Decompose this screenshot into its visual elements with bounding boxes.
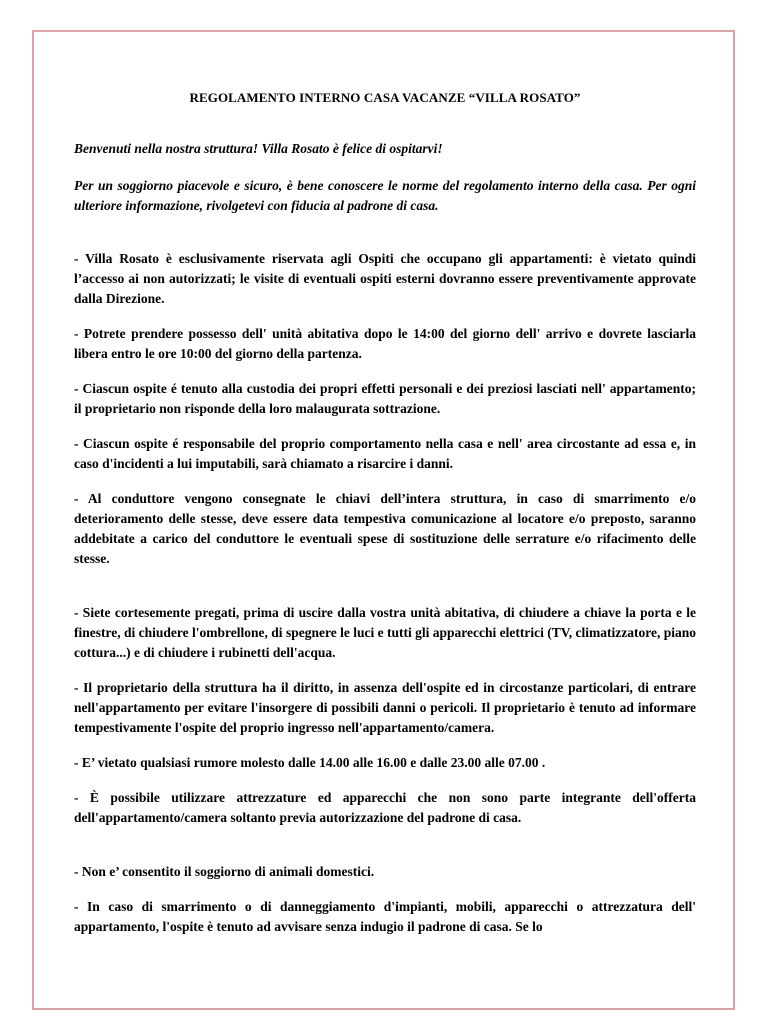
rule-access: - Villa Rosato è esclusivamente riservata agli Ospiti che occupano gli appartamenti: è vietato quindi l’accesso ai non autorizzati; le visite di eventuali ospiti esterni dovranno essere preventivamente approvate dalla Direzione.: [74, 251, 696, 306]
rule-personal-effects: - Ciascun ospite é tenuto alla custodia dei propri effetti personali e dei preziosi lasciati nell' appartamento; il proprietario non risponde della loro malaugurata sottrazione.: [74, 381, 696, 416]
rule-pets: - Non e’ consentito il soggiorno di animali domestici.: [74, 864, 375, 879]
intro-welcome: Benvenuti nella nostra struttura! Villa Rosato è felice di ospitarvi!: [74, 141, 443, 156]
rule-damage: - In caso di smarrimento o di danneggiamento d'impianti, mobili, apparecchi o attrezzatura dell' appartamento, l'ospite è tenuto ad avvisare senza indugio il padrone di casa. Se lo: [74, 899, 696, 934]
rule-equipment: - È possibile utilizzare attrezzature ed apparecchi che non sono parte integrante dell'offerta dell'appartamento/camera soltanto previa autorizzazione del padrone di casa.: [74, 790, 696, 825]
document-body: [74, 90, 696, 952]
document-title: REGOLAMENTO INTERNO CASA VACANZE “VILLA ROSATO”: [189, 90, 581, 105]
rule-leaving-unit: - Siete cortesemente pregati, prima di uscire dalla vostra unità abitativa, di chiudere a chiave la porta e le finestre, di chiudere l'ombrellone, di spegnere le luci e tutti gli apparecchi elettrici (TV, climatizzatore, piano cottura...) e di chiudere i rubinetti dell'acqua.: [74, 605, 696, 660]
rule-keys: - Al conduttore vengono consegnate le chiavi dell’intera struttura, in caso di smarrimento e/o deterioramento delle stesse, deve essere data tempestiva comunicazione al locatore e/o preposto, saranno addebitate a carico del conduttore le eventuali spese di sostituzione delle serrature e/o rifacimento delle stesse.: [74, 491, 696, 566]
rule-responsibility: - Ciascun ospite é responsabile del proprio comportamento nella casa e nell' area circostante ad essa e, in caso d'incidenti a lui imputabili, sarà chiamato a risarcire i danni.: [74, 436, 696, 471]
rule-check-in-out: - Potrete prendere possesso dell' unità abitativa dopo le 14:00 del giorno dell' arrivo e dovrete lasciarla libera entro le ore 10:00 del giorno della partenza.: [74, 326, 696, 361]
rule-quiet-hours: - E’ vietato qualsiasi rumore molesto dalle 14.00 alle 16.00 e dalle 23.00 alle 07.00 .: [74, 755, 546, 770]
rule-owner-access: - Il proprietario della struttura ha il diritto, in assenza dell'ospite ed in circostanze particolari, di entrare nell'appartamento per evitare l'insorgere di possibili danni o pericoli. Il proprietario è tenuto ad informare tempestivamente l'ospite del proprio ingresso nell'appartamento/camera.: [74, 680, 696, 735]
intro-guidance: Per un soggiorno piacevole e sicuro, è bene conoscere le norme del regolamento interno della casa. Per ogni ulteriore informazione, rivolgetevi con fiducia al padrone di casa.: [74, 178, 696, 213]
